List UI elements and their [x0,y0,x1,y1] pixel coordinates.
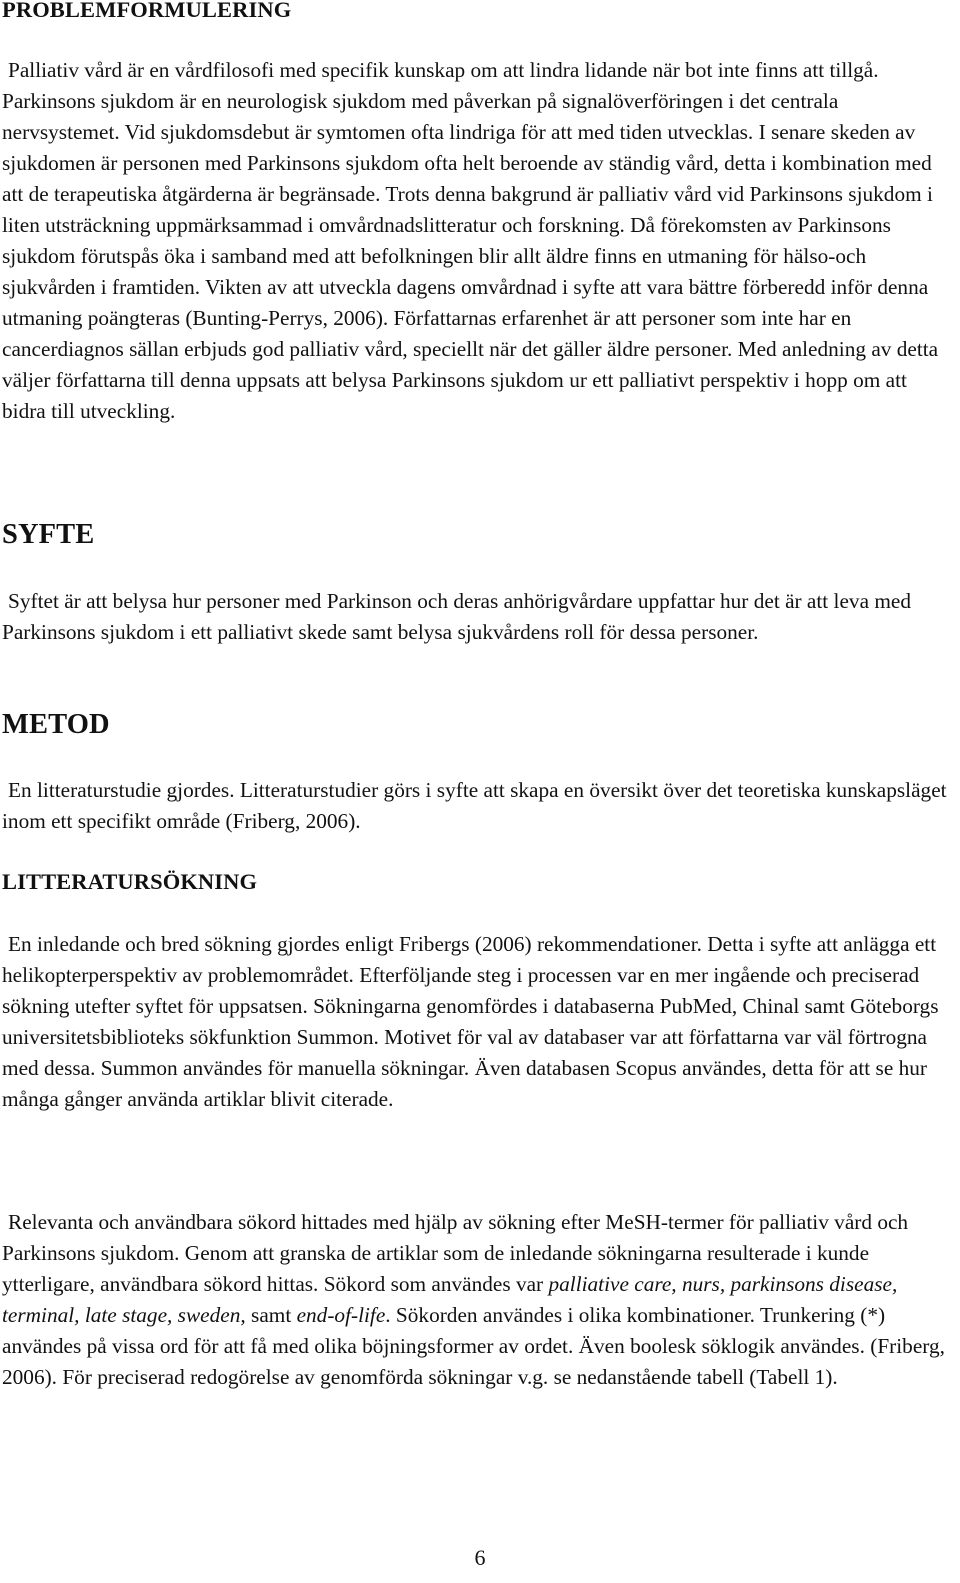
problem-text: Palliativ vård är en vårdfilosofi med specifik kunskap om att lindra lidande när bot inte finns att tillgå. Parkinsons sjukdom är en neurologisk sjukdom med påverkan på signalöverföringen i det centrala nervsystemet. Vid sjukdomsdebut är symtomen ofta lindriga för att med tiden utvecklas. I senare skeden av sjukdomen är personen med Parkinsons sjukdom ofta helt beroende av ständig vård, detta i kombination med att de terapeutiska åtgärderna är begränsade. Trots denna bakgrund är palliativ vård vid Parkinsons sjukdom i liten utsträckning uppmärksammad i omvårdnadslitteratur och forskning. Då förekomsten av Parkinsons sjukdom förutspås öka i samband med att befolkningen blir allt äldre finns en utmaning för hälso-och sjukvården i framtiden. Vikten av att utveckla dagens omvårdnad i syfte att vara bättre förberedd inför denna utmaning poängteras (Bunting-Perrys, 2006). Författarnas erfarenhet är att personer som inte har en cancerdiagnos sällan erbjuds god palliativ vård, speciellt när det gäller äldre personer. Med anledning av detta väljer författarna till denna uppsats att belysa Parkinsons sjukdom ur ett palliativt perspektiv i hopp om att bidra till utveckling. [2,58,939,423]
heading-syfte: SYFTE [2,519,95,550]
search-term-last: end-of-life [296,1303,386,1327]
litteratursokning-text-2b: samt [245,1303,297,1327]
syfte-text: Syftet är att belysa hur personer med Parkinson och deras anhörigvårdare uppfattar hur det är att leva med Parkinsons sjukdom i ett palliativt skede samt belysa sjukvårdens roll för dessa personer. [2,589,912,644]
paragraph-syfte [2,586,952,648]
search-terms: palliative care, nurs, parkinsons disease, terminal, late stage, sweden, [2,1272,898,1327]
paragraph-problem [2,55,952,427]
paragraph-metod [2,775,952,837]
heading-litteratursokning: LITTERATURSÖKNING [2,869,258,894]
page-number: 6 [474,1545,486,1570]
metod-text: En litteraturstudie gjordes. Litteraturstudier görs i syfte att skapa en översikt över det teoretiska kunskapsläget inom ett specifikt område (Friberg, 2006). [2,778,947,833]
paragraph-litteratursokning-2 [2,1207,952,1393]
heading-problemformulering: PROBLEMFORMULERING [2,0,292,22]
litteratursokning-text-1: En inledande och bred sökning gjordes enligt Fribergs (2006) rekommendationer. Detta i syfte att anlägga ett helikopterperspektiv av problemområdet. Efterföljande steg i processen var en mer ingående och preciserad sökning utefter syftet för uppsatsen. Sökningarna genomfördes i databaserna PubMed, Chinal samt Göteborgs universitetsbiblioteks sökfunktion Summon. Motivet för val av databaser var att författarna var väl förtrogna med dessa. Summon användes för manuella sökningar. Även databasen Scopus användes, detta för att se hur många gånger använda artiklar blivit citerade. [2,932,939,1111]
heading-metod: METOD [2,709,110,740]
litteratursokning-text-2c: . Sökorden användes i olika kombinationer. Trunkering (*) användes på vissa ord för att få med olika böjningsformer av ordet. Även boolesk söklogik användes. (Friberg, 2006). För preciserad redogörelse av genomförda sökningar v.g. se nedanstående tabell (Tabell 1). [2,1303,945,1389]
paragraph-litteratursokning-1 [2,929,952,1115]
litteratursokning-text-2a: Relevanta och användbara sökord hittades med hjälp av sökning efter MeSH-termer för palliativ vård och Parkinsons sjukdom. Genom att granska de artiklar som de inledande sökningarna resulterade i kunde ytterligare, användbara sökord hittas. Sökord som användes var [2,1210,909,1296]
